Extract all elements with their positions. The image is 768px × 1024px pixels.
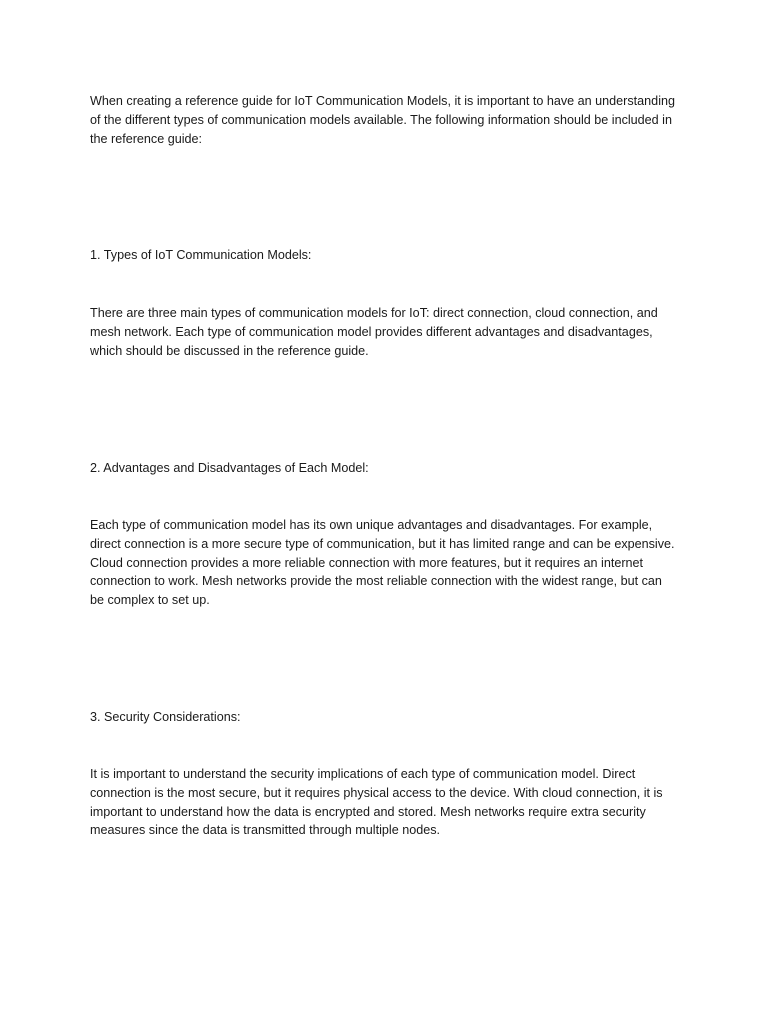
intro-paragraph: When creating a reference guide for IoT Communication Models, it is important to have an understanding of the different types of communication models available. The following information should be included in the reference guide: [90, 94, 675, 146]
section-body-advantages: Each type of communication model has its own unique advantages and disadvantages. For example, direct connection is a more secure type of communication, but it has limited range and can be expensive. Cloud connection provides a more reliable connection with more features, but it requires an internet connection to work. Mesh networks provide the most reliable connection with the widest range, but can be complex to set up. [90, 518, 675, 608]
section-body-security: It is important to understand the security implications of each type of communication model. Direct connection is the most secure, but it requires physical access to the device. With cloud connection, it is important to understand how the data is encrypted and stored. Mesh networks require extra security measures since the data is transmitted through multiple nodes. [90, 767, 663, 838]
section-heading-security: 3. Security Considerations: [90, 710, 241, 724]
section-heading-advantages: 2. Advantages and Disadvantages of Each Model: [90, 461, 369, 475]
section-heading-types: 1. Types of IoT Communication Models: [90, 248, 312, 262]
section-body-types: There are three main types of communication models for IoT: direct connection, cloud connection, and mesh network. Each type of communication model provides different advantages and disadvantages, which should be discussed in the reference guide. [90, 306, 658, 358]
